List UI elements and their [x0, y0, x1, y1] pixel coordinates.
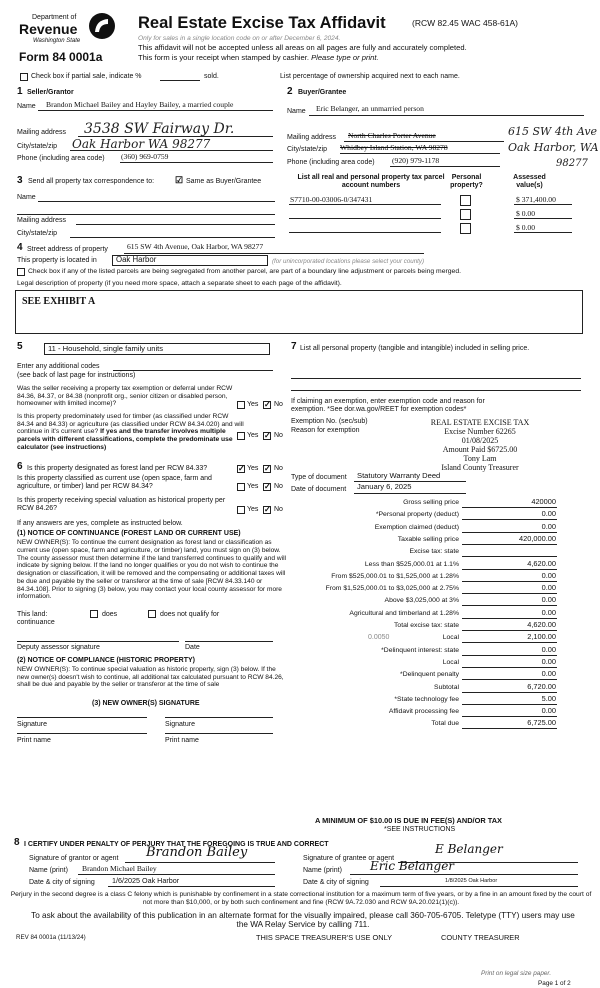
- tax-row-label: Local: [442, 658, 459, 666]
- personal-property-checkbox-1[interactable]: [460, 195, 471, 206]
- grantee-date-label: Date & city of signing: [303, 879, 369, 886]
- tax-row-value-field[interactable]: [462, 618, 557, 619]
- land-does-checkbox[interactable]: [90, 610, 98, 618]
- tax-row-value-field[interactable]: [462, 642, 557, 643]
- doc-type: Statutory Warranty Deed: [357, 471, 441, 480]
- s3-city-field[interactable]: [70, 237, 275, 238]
- exemption-no-label: Exemption No. (sec/sub): [291, 418, 368, 425]
- buyer-hand-address-1: 615 SW 4th Ave: [508, 125, 598, 138]
- s6-q3-yes-checkbox[interactable]: [237, 506, 245, 514]
- legal-size-note: Print on legal size paper.: [481, 970, 552, 977]
- s5-q1-yes-label: Yes: [247, 401, 259, 408]
- tax-row-value: 0.00: [541, 644, 556, 654]
- tax-row-label: Affidavit processing fee: [388, 708, 459, 716]
- seller-city-value: Oak Harbor WA 98277: [72, 137, 211, 151]
- tax-row-value-field[interactable]: [462, 692, 557, 693]
- grantor-date-city: 1/6/2025 Oak Harbor: [112, 876, 180, 885]
- section-2-number: 2: [287, 86, 293, 97]
- s6-q3-yes-label: Yes: [247, 506, 259, 513]
- continuance-label: continuance: [17, 619, 55, 626]
- s6-question-2: Is this property classified as current use (open space, farm and agriculture, or timber) land per RCW 84.34?: [17, 475, 212, 491]
- section-7-number: 7: [291, 341, 297, 352]
- personal-property-header: Personal property?: [450, 174, 483, 190]
- land-does-not-label: does not qualify for: [160, 611, 220, 618]
- s6-q3-no-label: No: [274, 506, 283, 513]
- local-rate: 0.0050: [368, 634, 390, 642]
- exemption-reason-label: Reason for exemption: [291, 427, 360, 434]
- tax-row-label: *Personal property (deduct): [375, 511, 459, 519]
- tax-row-label: From $1,525,000.01 to $3,025,000 at 2.75%: [325, 585, 459, 593]
- treasurer-use-only: THIS SPACE TREASURER'S USE ONLY: [256, 933, 393, 942]
- owner-print-label-2: Print name: [165, 737, 199, 744]
- assessed-value-1: $ 371,400.00: [516, 195, 556, 204]
- revenue-logo-icon: [88, 12, 116, 40]
- this-land-label: This land:: [17, 611, 48, 618]
- continuance-text: NEW OWNER(S): To continue the current designation as forest land or classification as current use (open space, farm and agriculture, or timber) land, you must sign on (3) below. The county assessor must then determine if the land transferred continues to qualify and will indicate by signing below. If the land no longer qualifies or you do not wish to continue the designation or classification, it will be removed and the compensating or additional taxes will be due and payable by the seller or transferor at the time of sale [RCW 84.33.140 or 84.34.108]. Prior to signing (3) below, you may contact your local county assessor for more information.: [17, 539, 287, 601]
- s5-question-1: Was the seller receiving a property tax exemption or deferral under RCW 84.36, 84.37, or 84.38 (nonprofit org., senior citizen or disabled person, homeowner with limited income)?: [17, 385, 233, 408]
- revision-label: REV 84 0001a (11/13/24): [16, 934, 86, 941]
- s6-q1-yes-checkbox[interactable]: ✓: [238, 464, 245, 473]
- tax-row-value-field[interactable]: [462, 544, 557, 545]
- grantor-signature-field[interactable]: [125, 862, 275, 863]
- buyer-name: Eric Belanger, an unmarried person: [316, 104, 424, 113]
- tax-row-value: 0.00: [541, 509, 556, 519]
- s5-q2-yes-label: Yes: [247, 432, 259, 439]
- doc-type-label: Type of document: [291, 474, 347, 481]
- tax-row-value: 5.00: [541, 693, 556, 703]
- seller-mail-value: 3538 SW Fairway Dr.: [84, 121, 235, 137]
- tax-row-label: Above $3,025,000 at 3%: [384, 597, 459, 605]
- form-number: Form 84 0001a: [19, 50, 103, 64]
- tax-row-value-field[interactable]: [462, 593, 557, 594]
- doc-date: January 6, 2025: [357, 482, 412, 491]
- land-use-code: 11 - Household, single family units: [48, 344, 164, 353]
- grantee-signature: E Belanger: [435, 842, 503, 856]
- seller-name: Brandon Michael Bailey and Hayley Bailey, a married couple: [46, 100, 234, 109]
- tax-row-value: 2,100.00: [527, 632, 556, 642]
- notice-line-1: This affidavit will not be accepted unless all areas on all pages are fully and accurately completed.: [138, 43, 467, 52]
- legal-description-box[interactable]: [15, 290, 583, 334]
- grantor-date-label: Date & city of signing: [29, 879, 95, 886]
- county-treasurer-label: COUNTY TREASURER: [441, 933, 520, 942]
- tax-row-label: Subtotal: [434, 683, 459, 691]
- seller-title: Seller/Grantor: [27, 89, 74, 96]
- rcw-reference: (RCW 82.45 WAC 458-61A): [412, 18, 518, 28]
- dept-of-label: Department of: [32, 14, 77, 21]
- sold-label: sold.: [204, 73, 219, 80]
- buyer-city-struck: Whidbey Island Station, WA 98278: [340, 143, 448, 152]
- seller-name-label: Name: [17, 103, 36, 110]
- s6-q3-no-checkbox[interactable]: ✓: [264, 505, 271, 514]
- certify-statement: I CERTIFY UNDER PENALTY OF PERJURY THAT THE FOREGOING IS TRUE AND CORRECT: [24, 841, 329, 848]
- buyer-name-label: Name: [287, 108, 306, 115]
- owner-signature-field-1[interactable]: [17, 717, 147, 718]
- new-owner-sig-title: (3) NEW OWNER(S) SIGNATURE: [92, 700, 200, 707]
- location-value: Oak Harbor: [116, 255, 157, 264]
- s6-question-1: Is this property designated as forest land per RCW 84.33?: [27, 465, 208, 472]
- grantee-print-name: Eric Belanger: [370, 859, 455, 873]
- tax-row-value: 0.00: [541, 607, 556, 617]
- s6-q1-no-label: No: [274, 465, 283, 472]
- tax-row-label: *Delinquent penalty: [400, 671, 459, 679]
- stamp-line-6: Island County Treasurer: [441, 462, 519, 472]
- tax-row-label: Exemption claimed (deduct): [374, 523, 459, 531]
- accessibility-notice: To ask about the availability of this publication in an alternate format for the visually impaired, please call 360-705-6705. Teletype (TTY) users may use the WA Relay Service by calling 711.: [31, 911, 575, 930]
- tax-row-value-field[interactable]: [462, 630, 557, 631]
- tax-row-label: *Delinquent interest: state: [381, 646, 459, 654]
- washington-state-label: Washington State: [33, 38, 81, 44]
- tax-row-value-field[interactable]: [462, 507, 557, 508]
- street-address-label: Street address of property: [27, 246, 108, 253]
- personal-property-checkbox-2[interactable]: [460, 209, 471, 220]
- legal-desc-label: Legal description of property (if you need more space, attach a separate sheet to each page of the affidavit).: [17, 280, 342, 287]
- personal-property-checkbox-3[interactable]: [460, 223, 471, 234]
- owner-print-label-1: Print name: [17, 737, 51, 744]
- stamp-line-2: Excise Number 62265: [444, 426, 516, 436]
- grantor-sig-label: Signature of grantor or agent: [29, 855, 119, 862]
- owner-sig-label-1: Signature: [17, 721, 47, 728]
- s6-q1-no-checkbox[interactable]: ✓: [264, 464, 271, 473]
- owner-signature-field-2[interactable]: [165, 717, 273, 718]
- section-8-number: 8: [14, 837, 20, 848]
- tax-correspondence-label: Send all property tax correspondence to:: [28, 178, 155, 185]
- tax-row-value: 0.00: [541, 669, 556, 679]
- minimum-due-note: A MINIMUM OF $10.00 IS DUE IN FEE(S) AND/OR TAX: [315, 816, 502, 825]
- s5-q2-yes-checkbox[interactable]: [237, 432, 245, 440]
- section-1-number: 1: [17, 86, 23, 97]
- land-does-not-checkbox[interactable]: [148, 610, 156, 618]
- segregated-checkbox[interactable]: [17, 268, 25, 276]
- s6-any-yes-note: If any answers are yes, complete as instructed below.: [17, 520, 183, 527]
- tax-row-value: 420,000.00: [519, 533, 556, 543]
- ownership-note: List percentage of ownership acquired next to each name.: [280, 73, 460, 80]
- tax-row-value: 0.00: [541, 706, 556, 716]
- assessed-value-2: $ 0.00: [516, 209, 535, 218]
- s5-q1-no-label: No: [274, 401, 283, 408]
- s5-q1-yes-checkbox[interactable]: [237, 401, 245, 409]
- tax-row-label: *State technology fee: [394, 695, 459, 703]
- s6-question-3: Is this property receiving special valuation as historical property per RCW 84.26?: [17, 497, 226, 513]
- treasurer-stamp: [380, 419, 580, 473]
- additional-codes-note: (see back of last page for instructions): [17, 372, 136, 379]
- land-does-label: does: [102, 611, 118, 618]
- tax-row-label: Total excise tax: state: [394, 622, 459, 629]
- type-or-print-note: Please type or print.: [311, 53, 379, 62]
- stamp-line-1: REAL ESTATE EXCISE TAX: [430, 418, 530, 427]
- seller-mail-label: Mailing address: [17, 129, 67, 136]
- tax-row-value: 6,720.00: [527, 681, 556, 691]
- owner-sig-label-2: Signature: [165, 721, 195, 728]
- unincorporated-note: (for unincorporated locations please select your county): [272, 258, 425, 265]
- additional-codes-field[interactable]: [113, 370, 273, 371]
- buyer-title: Buyer/Grantee: [298, 89, 347, 96]
- segregated-label: Check box if any of the listed parcels are being segregated from another parcel, are part of a boundary line adjustment or parcels being merged.: [28, 268, 461, 275]
- additional-codes-label: Enter any additional codes: [17, 363, 100, 370]
- tax-row-value-field[interactable]: [462, 569, 557, 570]
- buyer-city-label: City/state/zip: [287, 146, 328, 153]
- owner-print-field-1[interactable]: [17, 733, 147, 734]
- perjury-notice: Perjury in the second degree is a class C felony which is punishable by confinement in a state correctional institution for a maximum term of five years, or by a fine in an amount fixed by the court of not more than $10,000, or by both such confinement and fine (RCW 9A.72.030 and RCW 9A.20.021(1)(c)).: [10, 891, 592, 906]
- s3-mail-field[interactable]: [76, 224, 275, 225]
- tax-row-value: 4,620.00: [527, 558, 556, 568]
- grantor-signature: Brandon Bailey: [146, 845, 248, 860]
- grantor-name-label: Name (print): [29, 867, 68, 874]
- assessed-value-3: $ 0.00: [516, 223, 535, 232]
- tax-row-label: Local: [442, 634, 459, 642]
- deputy-date-field[interactable]: [185, 641, 273, 642]
- see-instructions-note: *SEE INSTRUCTIONS: [384, 826, 456, 833]
- s3-name-field[interactable]: [38, 201, 275, 202]
- deputy-sig-label: Deputy assessor signature: [17, 644, 100, 651]
- deputy-date-label: Date: [185, 644, 200, 651]
- partial-sale-checkbox[interactable]: [20, 73, 28, 81]
- buyer-phone: (920) 979-1178: [392, 156, 440, 165]
- tax-row-value: 0.00: [541, 656, 556, 666]
- buyer-phone-label: Phone (including area code): [287, 159, 375, 166]
- tax-row-value-field[interactable]: [462, 581, 557, 582]
- tax-row-value: 0.00: [541, 521, 556, 531]
- buyer-hand-zip: 98277: [556, 158, 588, 169]
- page-number: Page 1 of 2: [538, 980, 571, 987]
- parcel-header: List all real and personal property tax parcel account numbers: [297, 174, 445, 190]
- tax-row-value-field[interactable]: [462, 716, 557, 717]
- tax-row-value-field[interactable]: [462, 728, 557, 729]
- tax-row-label: Taxable selling price: [397, 535, 459, 543]
- tax-row-label: Less than $525,000.01 at 1.1%: [364, 560, 459, 568]
- owner-print-field-2[interactable]: [165, 733, 273, 734]
- seller-city-label: City/state/zip: [17, 143, 58, 150]
- legal-description: SEE EXHIBIT A: [22, 296, 96, 307]
- section-5-number: 5: [17, 341, 23, 352]
- s3-name-label: Name: [17, 194, 36, 201]
- s3-city-label: City/state/zip: [17, 230, 58, 237]
- tax-row-value-field[interactable]: [462, 667, 557, 668]
- tax-row-value-field[interactable]: [462, 704, 557, 705]
- property-street-address: 615 SW 4th Avenue, Oak Harbor, WA 98277: [127, 242, 264, 251]
- seller-phone: (360) 969-0759: [121, 152, 169, 161]
- revenue-logo-text: Revenue: [19, 21, 78, 37]
- tax-row-value: 4,620.00: [527, 620, 556, 629]
- s5-q1-no-checkbox[interactable]: ✓: [264, 400, 271, 409]
- tax-row-label: Total due: [431, 720, 459, 728]
- s6-q2-yes-checkbox[interactable]: [237, 483, 245, 491]
- partial-sale-label: Check box if partial sale, indicate %: [31, 73, 142, 80]
- s5-q2-no-label: No: [274, 432, 283, 439]
- s6-q2-no-label: No: [274, 483, 283, 490]
- doc-date-label: Date of document: [291, 486, 347, 493]
- page-title: Real Estate Excise Tax Affidavit: [138, 14, 386, 32]
- s6-q1-yes-label: Yes: [247, 465, 259, 472]
- s5-q2-bold: If yes and the transfer involves multiple parcels with different classifications, complete the predominate use calculator (see instructions): [17, 428, 233, 451]
- located-in-label: This property is located in: [17, 257, 97, 264]
- parcel-number-1: S7710-00-03006-0/347431: [290, 195, 373, 204]
- notice-line-2: This form is your receipt when stamped by cashier. Please type or print.: [138, 53, 379, 62]
- buyer-hand-address-2: Oak Harbor, WA: [508, 141, 599, 154]
- tax-row-value-field[interactable]: [462, 605, 557, 606]
- s6-q2-yes-label: Yes: [247, 483, 259, 490]
- compliance-title: (2) NOTICE OF COMPLIANCE (HISTORIC PROPERTY): [17, 657, 195, 664]
- tax-row-label: Excise tax: state: [409, 548, 459, 556]
- partial-sale-percent-field[interactable]: [160, 80, 200, 81]
- personal-property-label: List all personal property (tangible and intangible) included in selling price.: [300, 345, 530, 352]
- tax-row-value-field[interactable]: [462, 532, 557, 533]
- tax-row-value: 6,725.00: [527, 718, 556, 728]
- tax-row-value: 0.00: [541, 583, 556, 593]
- stamp-line-5: Tony Lam: [463, 453, 497, 463]
- s5-q2-no-checkbox[interactable]: ✓: [264, 431, 271, 440]
- exemption-intro: If claiming an exemption, enter exemption code and reason for exemption. *See dor.wa.gov/REET for exemption codes*: [291, 398, 485, 414]
- tax-row-value-field[interactable]: [462, 519, 557, 520]
- section-3-number: 3: [17, 175, 23, 186]
- compliance-text: NEW OWNER(S): To continue special valuation as historic property, sign (3) below. If the new owner(s) doesn't wish to continue, all additional tax calculated pursuant to RCW 84.26, shall be due and payable by the seller or transferor at the time of sale: [17, 666, 284, 689]
- tax-row-value-field[interactable]: [462, 655, 557, 656]
- buyer-mail-struck: North Charles Porter Avenue: [348, 131, 436, 140]
- grantee-date-city: 1/8/2025 Oak Harbor: [445, 878, 498, 884]
- tax-row-label: Gross selling price: [403, 499, 459, 506]
- continuance-title: (1) NOTICE OF CONTINUANCE (FOREST LAND OR CURRENT USE): [17, 530, 241, 537]
- same-as-buyer-checkbox[interactable]: ☑: [175, 175, 184, 185]
- tax-row-value-field[interactable]: [462, 679, 557, 680]
- s5-question-2: Is this property predominately used for timber (as classified under RCW 84.34 and 84.33) or agriculture (as classified under RCW 84.34.020) and will continue in it's current use? If yes and the transfer involves multiple parcels with different classifications, complete the predominate use calculator (see instructions): [17, 413, 244, 451]
- buyer-mail-label: Mailing address: [287, 134, 337, 141]
- tax-row-label: Agricultural and timberland at 1.28%: [349, 609, 459, 617]
- tax-row-value-field[interactable]: [462, 556, 557, 557]
- grantee-sig-label: Signature of grantee or agent: [303, 855, 395, 862]
- s6-q2-no-checkbox[interactable]: ✓: [264, 482, 271, 491]
- grantor-print-name: Brandon Michael Bailey: [82, 864, 157, 873]
- section-4-number: 4: [17, 242, 23, 253]
- only-for-note: Only for sales in a single location code on or after December 6, 2024.: [138, 35, 341, 42]
- section-6-number: 6: [17, 461, 23, 472]
- tax-row-value: 0.00: [541, 570, 556, 580]
- stamp-line-3: 01/08/2025: [461, 435, 499, 445]
- tax-row-label: From $525,000.01 to $1,525,000 at 1.28%: [331, 572, 459, 580]
- stamp-line-4: Amount Paid $6725.00: [442, 444, 518, 454]
- deputy-signature-field[interactable]: [17, 641, 179, 642]
- grantee-name-label: Name (print): [303, 867, 342, 874]
- tax-row-value: 0.00: [541, 595, 556, 605]
- same-as-buyer-label: Same as Buyer/Grantee: [186, 178, 262, 185]
- tax-row-value: 420000: [531, 497, 556, 506]
- s3-mail-label: Mailing address: [17, 217, 67, 224]
- seller-phone-label: Phone (including area code): [17, 155, 105, 162]
- assessed-value-header: Assessed value(s): [513, 174, 546, 190]
